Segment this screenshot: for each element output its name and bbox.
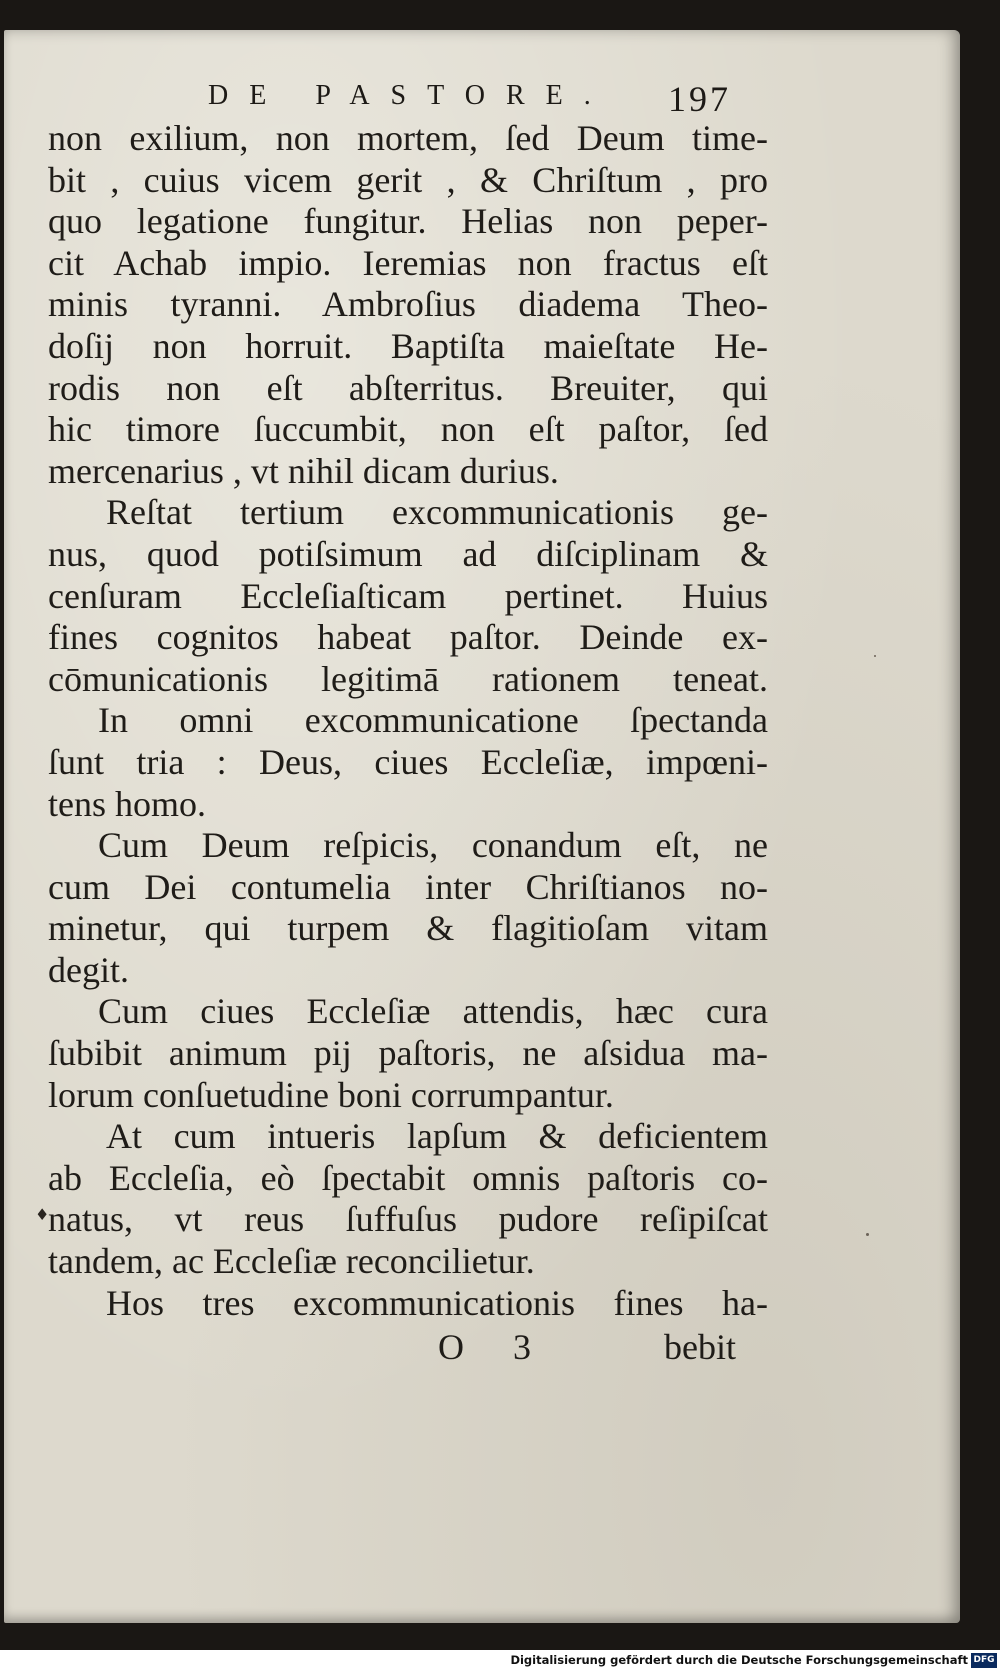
body-text	[48, 118, 768, 1324]
text-line: cit Achab impio. Ieremias non fractus eſt	[48, 242, 768, 283]
text-line: cenſuram Eccleſiaſticam pertinet. Huius	[48, 575, 768, 616]
margin-mark-icon: ♦	[35, 1205, 50, 1224]
text-line: tens homo.	[48, 783, 206, 824]
signature-mark: O 3	[438, 1327, 551, 1367]
text-line: non exilium, non mortem, ſed Deum time-	[48, 118, 768, 158]
text-line: fines cognitos habeat paſtor. Deinde ex-	[48, 617, 768, 658]
text-line: cum Dei contumelia inter Chriſtianos no-	[48, 866, 768, 907]
text-line: minis tyranni. Ambroſius diadema Theo-	[48, 284, 768, 325]
dfg-logo: DFG	[971, 1653, 997, 1668]
text-line: Hos tres excommunicationis fines ha-	[106, 1282, 768, 1323]
text-line: ſubibit animum pij paſtoris, ne aſsidua ma-	[48, 1033, 768, 1074]
text-line: Cum Deum reſpicis, conandum eſt, ne	[98, 825, 768, 866]
text-line: mercenarius , vt nihil dicam durius.	[48, 450, 559, 491]
text-line: ſunt tria : Deus, ciues Eccleſiæ, impœni-	[48, 741, 768, 782]
text-line: doſij non horruit. Baptiſta maieſtate He-	[48, 325, 768, 366]
page-header	[0, 79, 1000, 119]
paper-speck	[874, 655, 876, 657]
text-line: At cum intueris lapſum & deficientem	[106, 1116, 768, 1157]
text-line: cōmunicationis legitimā rationem teneat.	[48, 658, 768, 699]
text-line: lorum conſuetudine boni corrumpantur.	[48, 1074, 614, 1115]
text-line: Reſtat tertium excommunicationis ge-	[106, 492, 768, 533]
text-line: Cum ciues Eccleſiæ attendis, hæc cura	[98, 991, 768, 1032]
catchword: bebit	[664, 1327, 736, 1367]
text-line: In omni excommunicatione ſpectanda	[98, 700, 768, 741]
text-line: degit.	[48, 949, 129, 990]
running-title: DE PASTORE.	[208, 80, 612, 111]
text-line: bit , cuius vicem gerit , & Chriſtum , pro	[48, 159, 768, 200]
text-line: minetur, qui turpem & flagitioſam vitam	[48, 908, 768, 949]
text-line: nus, quod potiſsimum ad diſciplinam &	[48, 533, 768, 574]
text-line: natus, vt reus ſuffuſus pudore reſipiſcat	[48, 1199, 768, 1240]
credit-bar	[0, 1650, 1000, 1673]
funding-credit: Digitalisierung gefördert durch die Deutsche Forschungsgemeinschaft	[510, 1653, 968, 1667]
paper-speck	[866, 1233, 869, 1236]
text-line: tandem, ac Eccleſiæ reconcilietur.	[48, 1241, 535, 1282]
page-footer	[0, 1326, 1000, 1370]
page-number: 197	[668, 79, 731, 119]
text-line: hic timore ſuccumbit, non eſt paſtor, ſed	[48, 409, 768, 450]
text-line: rodis non eſt abſterritus. Breuiter, qui	[48, 367, 768, 408]
text-line: quo legatione fungitur. Helias non peper-	[48, 201, 768, 242]
text-line: ab Eccleſia, eò ſpectabit omnis paſtoris co-	[48, 1157, 768, 1198]
